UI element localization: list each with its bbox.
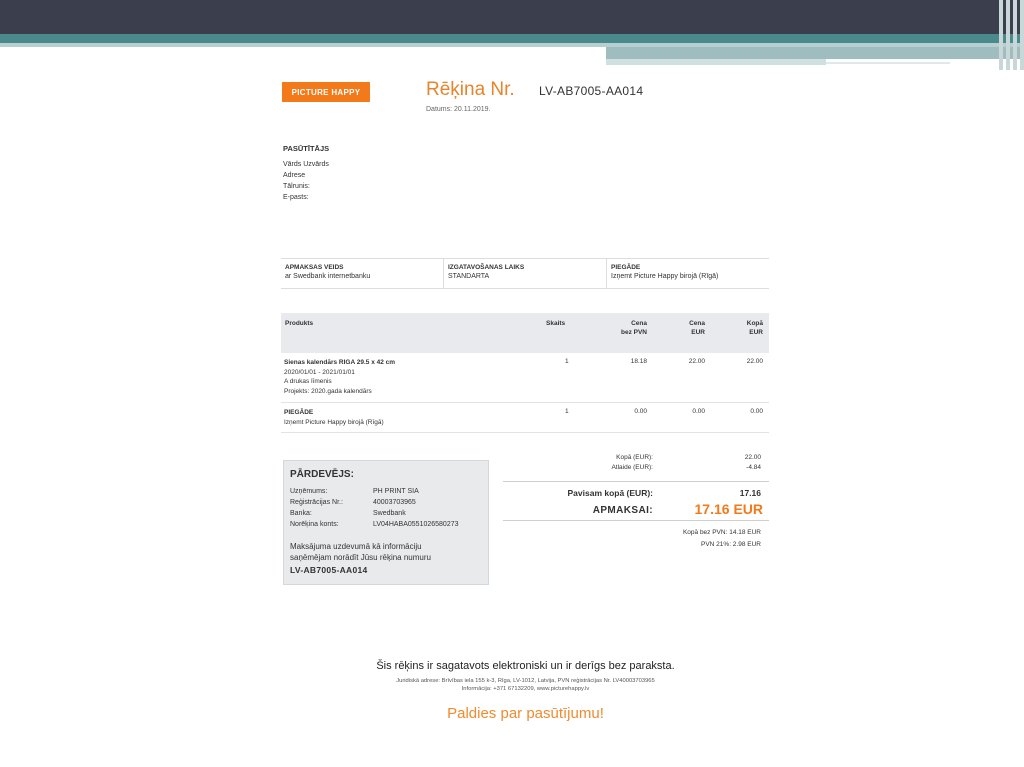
- invoice-number: LV-AB7005-AA014: [539, 84, 644, 98]
- buyer-email: E-pasts:: [283, 194, 309, 201]
- seller-invoice-number: LV-AB7005-AA014: [290, 565, 368, 575]
- buyer-name: Vārds Uzvārds: [283, 161, 329, 168]
- slide-header-bar: [0, 0, 1024, 34]
- discount-value: -4.84: [746, 464, 761, 471]
- amount-due-label: APMAKSAI:: [592, 505, 653, 516]
- invoice-date: Datums: 20.11.2019.: [426, 106, 491, 113]
- subtotal-value: 22.00: [744, 454, 761, 461]
- slide-step-bar: [606, 47, 1024, 59]
- slide-accent-bar: [0, 34, 1024, 43]
- company-logo: PICTURE HAPPY: [282, 82, 370, 102]
- col-price-no-vat: Cena bez PVN: [620, 320, 647, 336]
- total-value: 17.16: [739, 488, 761, 498]
- seller-details: Uzņēmums: PH PRINT SIA Reģistrācijas Nr.: 40003703965 Banka: Swedbank Norēķina konts: LV04HABA0551026580273: [290, 488, 459, 528]
- table-row: PIEGĀDE Izņemt Picture Happy birojā (Rīgā) 1 0.00 0.00 0.00: [281, 403, 769, 433]
- buyer-phone: Tālrunis:: [283, 183, 310, 190]
- invoice-title: Rēķina Nr.: [426, 79, 515, 100]
- production-time: IZGATAVOŠANAS LAIKS STANDARTA: [444, 259, 607, 288]
- invoice-document: [278, 70, 773, 730]
- col-qty: Skaits: [546, 320, 566, 327]
- col-total: Kopā EUR: [746, 320, 763, 336]
- footer-legal: Juridiskā adrese: Brīvības iela 155 k-3, Rīga, LV-1012, Latvija, PVN reģistrācijas Nr. LV40003703965 Informācija: +371 67132209, www.picturehappy.lv: [396, 678, 655, 692]
- buyer-details: [283, 159, 329, 203]
- invoice-footer: [278, 660, 773, 722]
- footer-notice: Šis rēķins ir sagatavots elektroniski un ir derīgs bez paraksta.: [376, 660, 675, 672]
- buyer-title: PASŪTĪTĀJS: [283, 144, 330, 153]
- payment-note: Maksājuma uzdevumā kā informāciju saņēmējam norādīt Jūsu rēķina numuru: [290, 542, 431, 562]
- discount-label: Atlaide (EUR):: [611, 464, 653, 471]
- slide-thin-line: [826, 62, 950, 64]
- slide-step-bar-2: [606, 59, 826, 65]
- seller-box: [283, 460, 489, 585]
- vat-amount: PVN 21%: 2.98 EUR: [701, 541, 761, 548]
- amount-due-value: 17.16 EUR: [694, 501, 763, 517]
- totals-section: [503, 452, 769, 552]
- products-table-header: [281, 313, 769, 353]
- col-price: Cena EUR: [689, 320, 705, 336]
- thank-you-text: Paldies par pasūtījumu!: [447, 705, 604, 722]
- total-label: Pavisam kopā (EUR):: [567, 488, 653, 498]
- col-product: Produkts: [285, 320, 314, 327]
- divider: [503, 520, 769, 521]
- delivery-method: PIEGĀDE Izņemt Picture Happy birojā (Rīgā): [611, 264, 719, 280]
- order-info-table: [281, 258, 769, 289]
- seller-title: PĀRDEVĒJS:: [290, 469, 354, 480]
- table-row: Sienas kalendārs RIGA 29.5 x 42 cm 2020/01/01 - 2021/01/01 A drukas līmenis Projekts: 2020.gada kalendārs 1 18.18 22.00 22.00: [281, 353, 769, 403]
- subtotal-label: Kopā (EUR):: [616, 454, 653, 461]
- slide-stripes: [994, 0, 1024, 70]
- divider: [503, 481, 769, 482]
- buyer-address: Adrese: [283, 172, 306, 179]
- vat-base: Kopā bez PVN: 14.18 EUR: [682, 529, 761, 536]
- payment-method: APMAKSAS VEIDS ar Swedbank internetbanku: [281, 259, 444, 288]
